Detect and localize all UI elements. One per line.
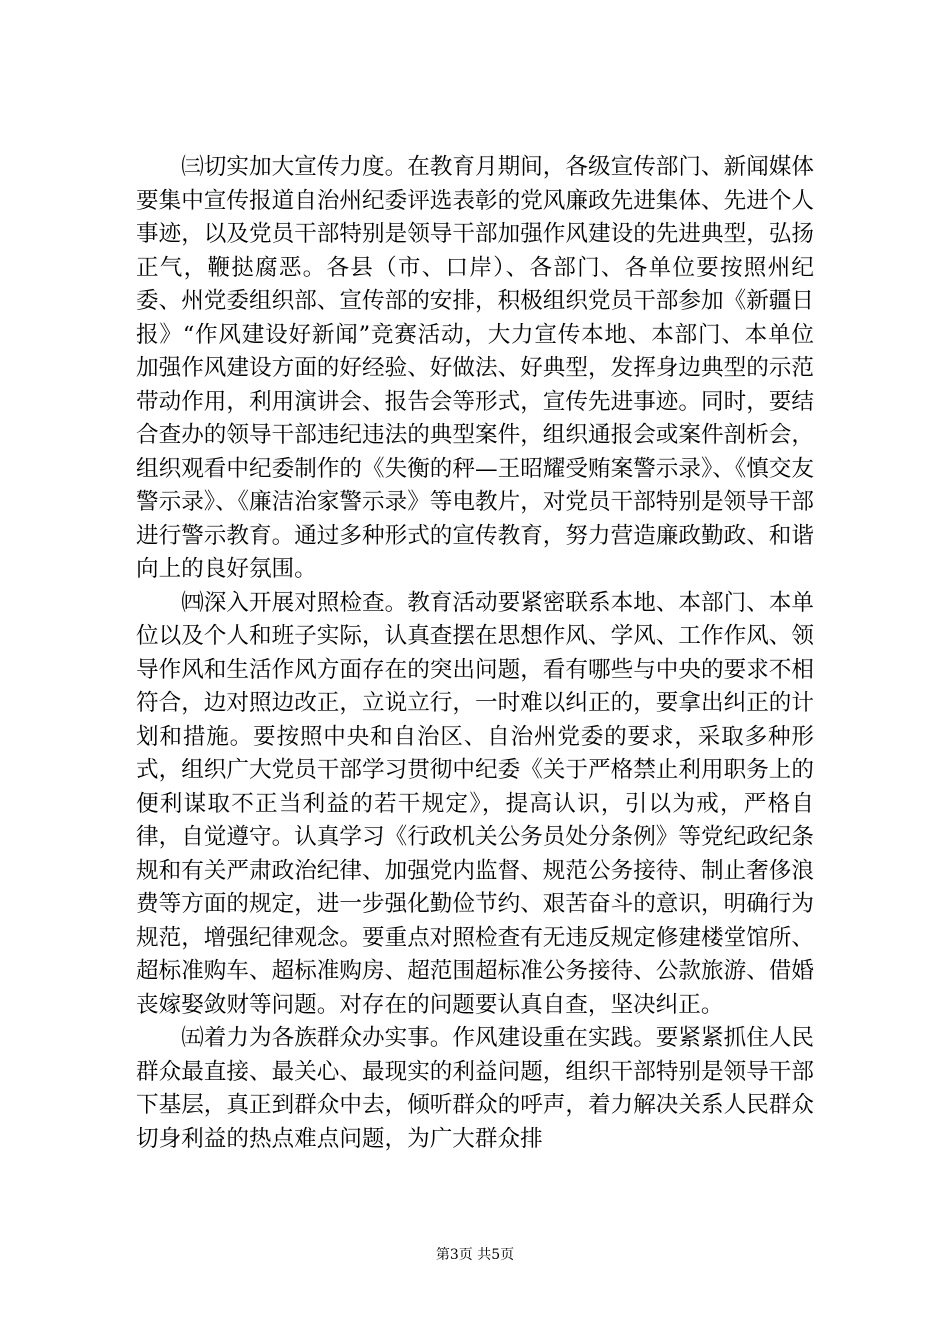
document-body bbox=[136, 151, 814, 1156]
page-number-footer: 第3页 共5页 bbox=[435, 1247, 515, 1263]
paragraph-practical-matters: ㈤着力为各族群众办实事。作风建设重在实践。要紧紧抓住人民群众最直接、最关心、最现实的利益问题，组织干部特别是领导干部下基层，真正到群众中去，倾听群众的呼声，着力解决关系人民群众切身利益的热点难点问题，为广大群众排 bbox=[136, 1025, 814, 1152]
paragraph-publicity: ㈢切实加大宣传力度。在教育月期间，各级宣传部门、新闻媒体要集中宣传报道自治州纪委评选表彰的党风廉政先进集体、先进个人事迹，以及党员干部特别是领导干部加强作风建设的先进典型，弘扬正气，鞭挞腐恶。各县（市、口岸）、各部门、各单位要按照州纪委、州党委组织部、宣传部的安排，积极组织党员干部参加《新疆日报》“作风建设好新闻”竞赛活动，大力宣传本地、本部门、本单位加强作风建设方面的好经验、好做法、好典型，发挥身边典型的示范带动作用，利用演讲会、报告会等形式，宣传先进事迹。同时，要结合查办的领导干部违纪违法的典型案件，组织通报会或案件剖析会，组织观看中纪委制作的《失衡的秤—王昭耀受贿案警示录》、《慎交友警示录》、《廉洁治家警示录》等电教片，对党员干部特别是领导干部进行警示教育。通过多种形式的宣传教育，努力营造廉政勤政、和谐向上的良好氛围。 bbox=[136, 154, 814, 582]
paragraph-inspection: ㈣深入开展对照检查。教育活动要紧密联系本地、本部门、本单位以及个人和班子实际，认真查摆在思想作风、学风、工作作风、领导作风和生活作风方面存在的突出问题，看有哪些与中央的要求不相符合，边对照边改正，立说立行，一时难以纠正的，要拿出纠正的计划和措施。要按照中央和自治区、自治州党委的要求，采取多种形式，组织广大党员干部学习贯彻中纪委《关于严格禁止利用职务上的便利谋取不正当利益的若干规定》，提高认识，引以为戒，严格自律，自觉遵守。认真学习《行政机关公务员处分条例》等党纪政纪条规和有关严肃政治纪律、加强党内监督、规范公务接待、制止奢侈浪费等方面的规定，进一步强化勤俭节约、艰苦奋斗的意识，明确行为规范，增强纪律观念。要重点对照检查有无违反规定修建楼堂馆所、超标准购车、超标准购房、超范围超标准公务接待、公款旅游、借婚丧嫁娶敛财等问题。对存在的问题要认真自查，坚决纠正。 bbox=[136, 589, 814, 1018]
